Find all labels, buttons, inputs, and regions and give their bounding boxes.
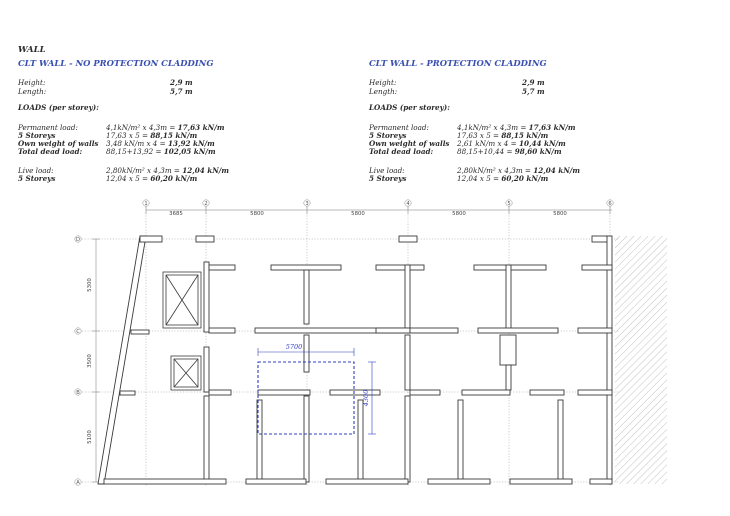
right-row-label: Total dead load: bbox=[369, 147, 434, 156]
highlight-height-label: 4300 bbox=[362, 389, 370, 407]
elevator-shaft bbox=[163, 272, 201, 328]
column-dimension-2: 5800 bbox=[250, 211, 264, 217]
column-dimension-4: 5800 bbox=[452, 211, 466, 217]
left-height-value: 2,9 m bbox=[170, 78, 193, 87]
axis-label-2: 2 bbox=[204, 201, 208, 207]
highlight-width-label: 5700 bbox=[285, 343, 303, 351]
column-dimension-3: 5800 bbox=[351, 211, 365, 217]
top-dimension-line bbox=[146, 206, 612, 214]
right-row-label: Permanent load: bbox=[369, 123, 429, 132]
axis-label-3: 3 bbox=[305, 201, 309, 207]
left-storeys-value: 12,04 x 5 = 60,20 kN/m bbox=[106, 174, 198, 183]
column-dimension-1: 3685 bbox=[169, 211, 183, 217]
row-dimension-2: 3500 bbox=[87, 354, 93, 368]
adjacent-building-hatch bbox=[615, 236, 667, 484]
axis-label-c: C bbox=[76, 329, 80, 335]
left-live-label: Live load: bbox=[18, 166, 54, 175]
right-row-value: 2,61 kN/m x 4 = 10,44 kN/m bbox=[457, 139, 566, 148]
right-live-label: Live load: bbox=[369, 166, 405, 175]
column-axes bbox=[143, 200, 613, 206]
left-row-value: 3,48 kN/m x 4 = 13,92 kN/m bbox=[106, 139, 215, 148]
right-loads-title: LOADS (per storey): bbox=[369, 103, 450, 112]
left-row-label: Total dead load: bbox=[18, 147, 83, 156]
axis-label-b: B bbox=[76, 390, 80, 396]
right-length-label: Length: bbox=[369, 87, 398, 96]
right-live-value: 2,80kN/m² x 4,3m = 12,04 kN/m bbox=[457, 166, 581, 175]
left-slanted-wall bbox=[98, 236, 146, 484]
right-storeys-label: 5 Storeys bbox=[369, 174, 407, 183]
small-shaft bbox=[171, 356, 201, 390]
left-row-label: 5 Storeys bbox=[18, 131, 56, 140]
row-dimension-3: 5100 bbox=[87, 430, 93, 444]
row-dimension-1: 5300 bbox=[87, 278, 93, 292]
grid-axes bbox=[82, 207, 618, 487]
left-row-value: 4,1kN/m² x 4,3m = 17,63 kN/m bbox=[106, 123, 225, 132]
left-row-label: Permanent load: bbox=[18, 123, 78, 132]
left-block-title: CLT WALL - NO PROTECTION CLADDING bbox=[18, 58, 214, 68]
left-row-value: 88,15+13,92 = 102,05 kN/m bbox=[106, 147, 216, 156]
axis-label-a: A bbox=[76, 480, 80, 486]
axis-label-5: 5 bbox=[507, 201, 511, 207]
right-row-value: 88,15+10,44 = 98,60 kN/m bbox=[457, 147, 562, 156]
axis-label-1: 1 bbox=[144, 201, 148, 207]
right-height-value: 2,9 m bbox=[522, 78, 545, 87]
right-storeys-value: 12,04 x 5 = 60,20 kN/m bbox=[457, 174, 549, 183]
left-storeys-label: 5 Storeys bbox=[18, 174, 56, 183]
right-row-value: 4,1kN/m² x 4,3m = 17,63 kN/m bbox=[457, 123, 576, 132]
left-length-value: 5,7 m bbox=[170, 87, 193, 96]
left-dimension-line bbox=[92, 239, 100, 482]
right-row-label: 5 Storeys bbox=[369, 131, 407, 140]
axis-label-4: 4 bbox=[406, 201, 410, 207]
right-block-title: CLT WALL - PROTECTION CLADDING bbox=[369, 58, 547, 68]
left-loads-title: LOADS (per storey): bbox=[18, 103, 99, 112]
right-length-value: 5,7 m bbox=[522, 87, 545, 96]
section-title: WALL bbox=[18, 45, 46, 55]
right-row-label: Own weight of walls bbox=[369, 139, 450, 148]
right-row-value: 17,63 x 5 = 88,15 kN/m bbox=[457, 131, 549, 140]
column-dimension-5: 5800 bbox=[553, 211, 567, 217]
axis-label-6: 6 bbox=[608, 201, 612, 207]
left-row-value: 17,63 x 5 = 88,15 kN/m bbox=[106, 131, 198, 140]
left-row-label: Own weight of walls bbox=[18, 139, 99, 148]
left-live-value: 2,80kN/m² x 4,3m = 12,04 kN/m bbox=[106, 166, 230, 175]
row-axes bbox=[75, 236, 81, 485]
left-length-label: Length: bbox=[18, 87, 47, 96]
right-height-label: Height: bbox=[369, 78, 397, 87]
left-height-label: Height: bbox=[18, 78, 46, 87]
axis-label-d: D bbox=[76, 237, 80, 243]
